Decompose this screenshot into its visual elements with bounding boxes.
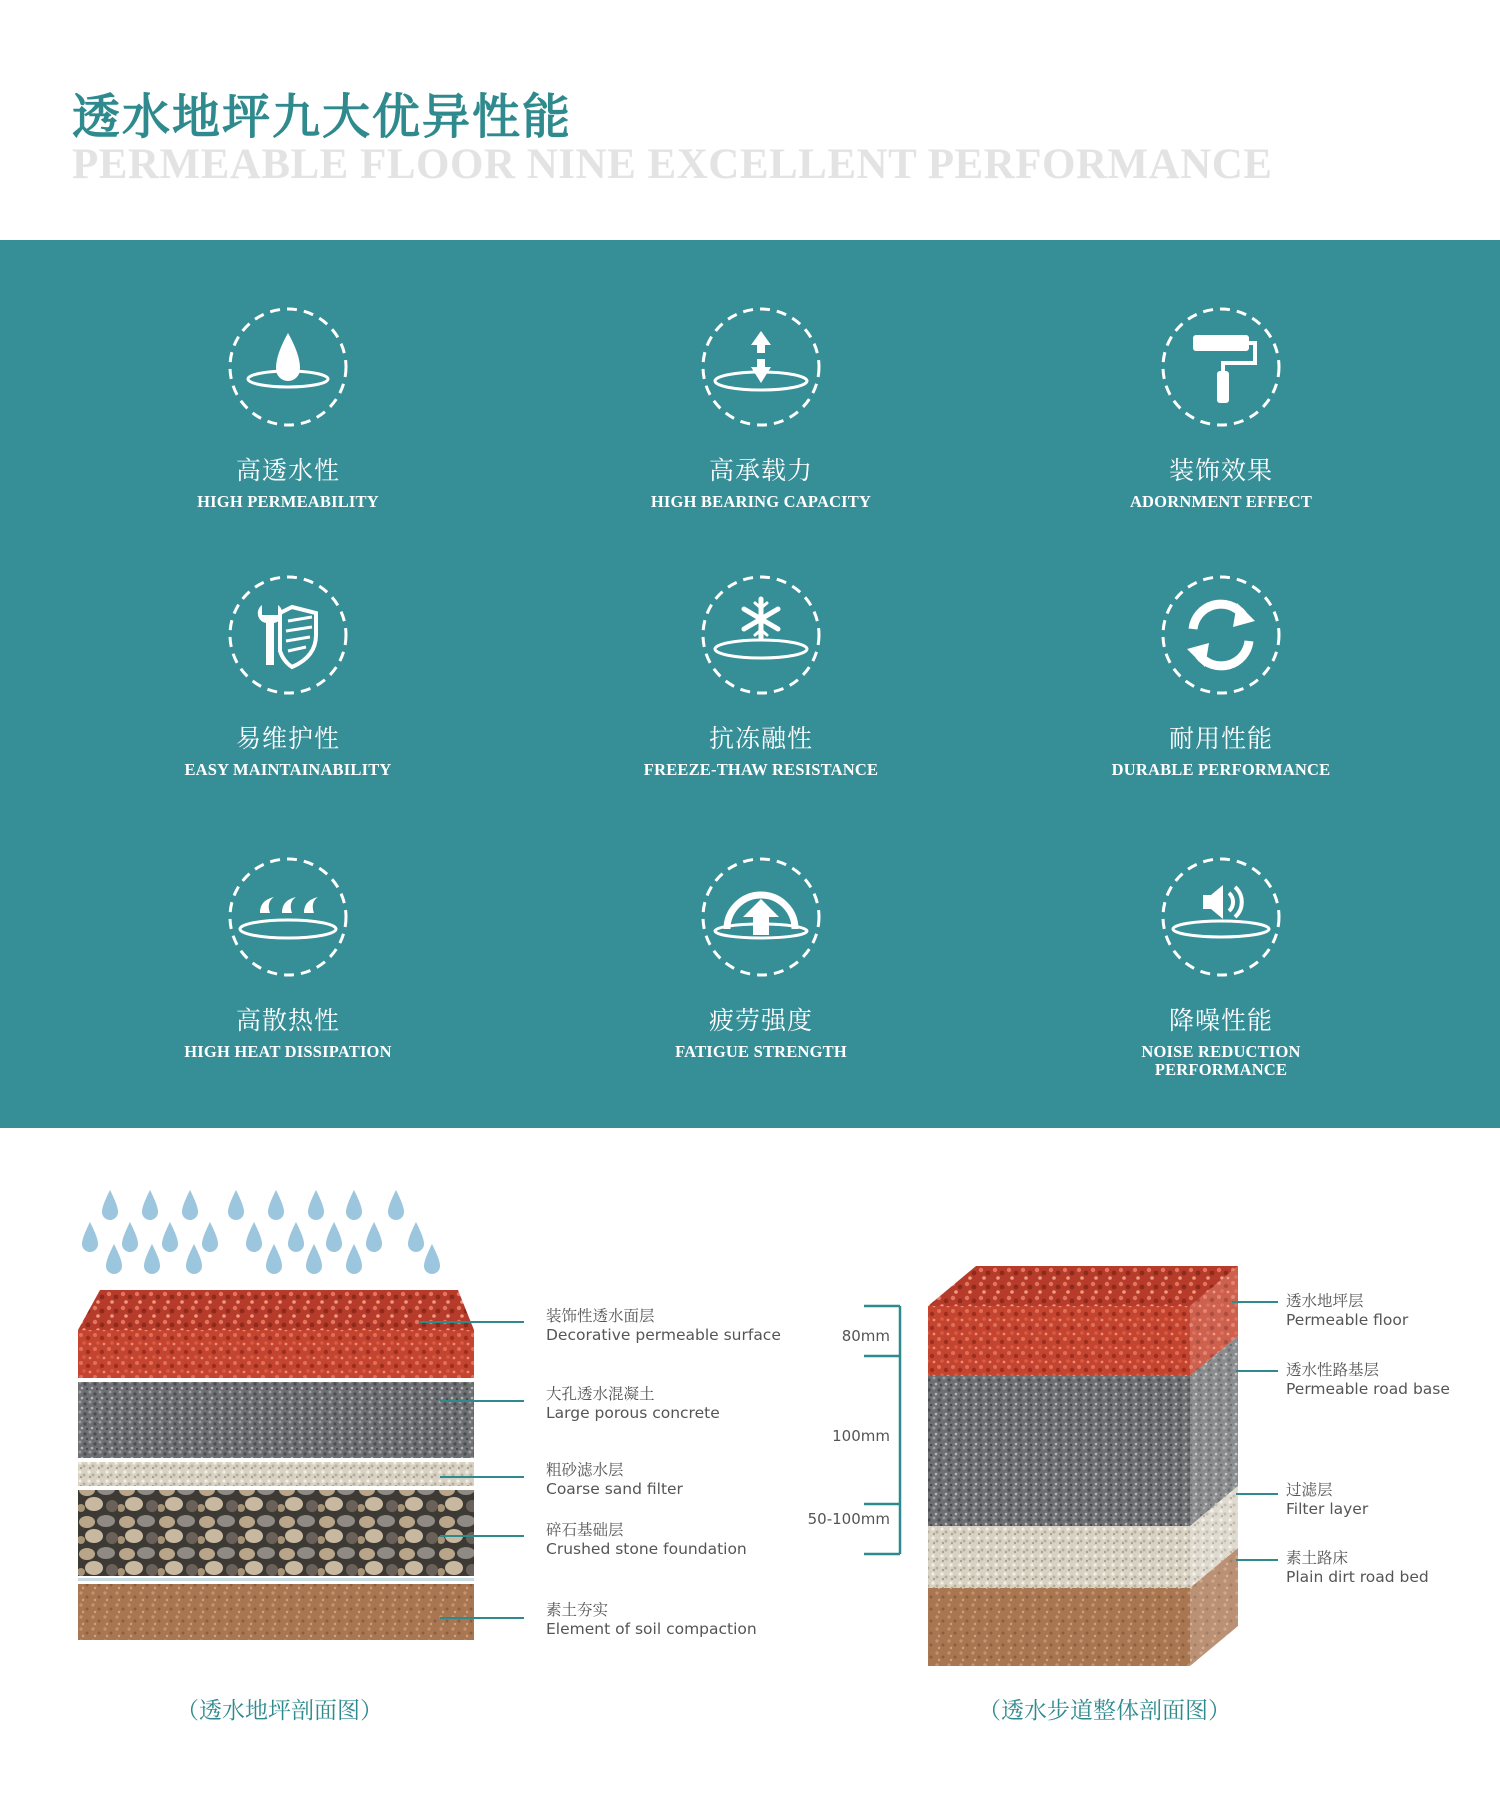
layer-label-coarse-sand bbox=[546, 1461, 683, 1499]
feature-noise-reduction-performance bbox=[1041, 855, 1401, 1079]
layer-label-permeable-road-base bbox=[1286, 1361, 1450, 1399]
layer-label-en: Large porous concrete bbox=[546, 1404, 720, 1422]
leader-line bbox=[1236, 1493, 1278, 1495]
feature-high-bearing-capacity bbox=[581, 305, 941, 511]
dimension-label-80mm: 80mm bbox=[841, 1327, 890, 1345]
water-drop-icon bbox=[226, 305, 350, 429]
leader-line bbox=[440, 1535, 524, 1537]
layer-label-cn: 过滤层 bbox=[1286, 1481, 1333, 1499]
leader-line bbox=[440, 1400, 524, 1402]
page-subtitle: PERMEABLE FLOOR NINE EXCELLENT PERFORMANCE bbox=[72, 141, 1273, 188]
layer-label-plain-dirt-road-bed bbox=[1286, 1549, 1429, 1587]
snowflake-icon bbox=[699, 573, 823, 697]
speaker-noise-icon bbox=[1159, 855, 1283, 979]
feature-label-cn: 高承载力 bbox=[708, 456, 813, 485]
bearing-arrow-icon bbox=[699, 305, 823, 429]
layer-label-en: Coarse sand filter bbox=[546, 1480, 683, 1498]
leader-line bbox=[440, 1617, 524, 1619]
feature-label-cn: 易维护性 bbox=[235, 724, 340, 753]
feature-label-en: HIGH HEAT DISSIPATION bbox=[184, 1042, 392, 1061]
layer-label-cn: 透水地坪层 bbox=[1286, 1292, 1364, 1310]
feature-label-cn: 装饰效果 bbox=[1168, 456, 1273, 485]
layer-label-cn: 素土夯实 bbox=[546, 1601, 609, 1619]
feature-fatigue-strength bbox=[581, 855, 941, 1061]
dimension-label-50-100mm: 50-100mm bbox=[807, 1510, 890, 1528]
layer-label-decorative bbox=[546, 1307, 781, 1345]
layer-label-cn: 透水性路基层 bbox=[1286, 1361, 1380, 1379]
feature-label-en: EASY MAINTAINABILITY bbox=[184, 760, 392, 779]
feature-label-cn: 耐用性能 bbox=[1168, 724, 1273, 753]
leader-line bbox=[1236, 1559, 1278, 1561]
paint-roller-icon bbox=[1159, 305, 1283, 429]
feature-easy-maintainability bbox=[108, 573, 468, 779]
feature-adornment-effect bbox=[1041, 305, 1401, 511]
dimension-label-100mm: 100mm bbox=[832, 1427, 890, 1445]
feature-label-cn: 降噪性能 bbox=[1168, 1006, 1273, 1035]
feature-freeze-thaw-resistance bbox=[581, 573, 941, 779]
layer-label-en: Permeable road base bbox=[1286, 1380, 1450, 1398]
feature-label-en: FATIGUE STRENGTH bbox=[675, 1042, 847, 1061]
layer-label-filter-layer bbox=[1286, 1481, 1368, 1519]
leader-line bbox=[420, 1321, 524, 1323]
leader-line bbox=[440, 1476, 524, 1478]
layer-label-en: Filter layer bbox=[1286, 1500, 1369, 1518]
feature-label-cn: 高透水性 bbox=[235, 456, 340, 485]
feature-label-cn: 抗冻融性 bbox=[708, 724, 813, 753]
leader-line bbox=[1236, 1370, 1278, 1372]
layer-label-cn: 装饰性透水面层 bbox=[546, 1307, 655, 1325]
leader-line bbox=[1232, 1301, 1278, 1303]
layer-label-en: Decorative permeable surface bbox=[546, 1326, 781, 1344]
page-title: 透水地坪九大优异性能 bbox=[72, 89, 573, 145]
feature-label-cn: 高散热性 bbox=[235, 1006, 340, 1035]
layer-label-cn: 素土路床 bbox=[1286, 1549, 1349, 1567]
refresh-cycle-icon bbox=[1159, 573, 1283, 697]
right-diagram-caption: （透水步道整体剖面图） bbox=[978, 1698, 1231, 1724]
layer-label-soil-compaction bbox=[546, 1601, 757, 1639]
layer-label-en: Element of soil compaction bbox=[546, 1620, 757, 1638]
layer-label-cn: 碎石基础层 bbox=[546, 1521, 624, 1539]
layer-label-cn: 粗砂滤水层 bbox=[546, 1461, 624, 1479]
feature-label-en: HIGH PERMEABILITY bbox=[197, 492, 379, 511]
feature-label-cn: 疲劳强度 bbox=[708, 1006, 813, 1035]
feature-label-en: HIGH BEARING CAPACITY bbox=[650, 492, 872, 511]
layer-label-en: Crushed stone foundation bbox=[546, 1540, 747, 1558]
left-diagram-caption: （透水地坪剖面图） bbox=[176, 1698, 383, 1724]
feature-high-heat-dissipation bbox=[108, 855, 468, 1061]
features-band bbox=[0, 240, 1500, 1128]
layer-label-porous-concrete bbox=[546, 1385, 720, 1423]
layer-label-en: Permeable floor bbox=[1286, 1311, 1409, 1329]
feature-label-en: ADORNMENT EFFECT bbox=[1129, 492, 1313, 511]
rain-drops-illustration bbox=[78, 1190, 478, 1290]
layer-label-crushed-stone bbox=[546, 1521, 747, 1559]
heat-wave-icon bbox=[226, 855, 350, 979]
feature-label-en: FREEZE-THAW RESISTANCE bbox=[643, 760, 879, 779]
feature-durable-performance bbox=[1041, 573, 1401, 779]
layer-label-permeable-floor bbox=[1286, 1292, 1408, 1330]
wrench-shield-icon bbox=[226, 573, 350, 697]
feature-label-en: NOISE REDUCTION PERFORMANCE bbox=[1141, 1042, 1301, 1079]
fatigue-arrow-icon bbox=[699, 855, 823, 979]
feature-high-permeability bbox=[108, 305, 468, 511]
layer-label-en: Plain dirt road bed bbox=[1286, 1568, 1429, 1586]
layer-label-cn: 大孔透水混凝土 bbox=[546, 1385, 655, 1403]
permeable-floor-section-image bbox=[78, 1290, 474, 1642]
permeable-walkway-block-image bbox=[922, 1266, 1242, 1670]
feature-label-en: DURABLE PERFORMANCE bbox=[1111, 760, 1331, 779]
